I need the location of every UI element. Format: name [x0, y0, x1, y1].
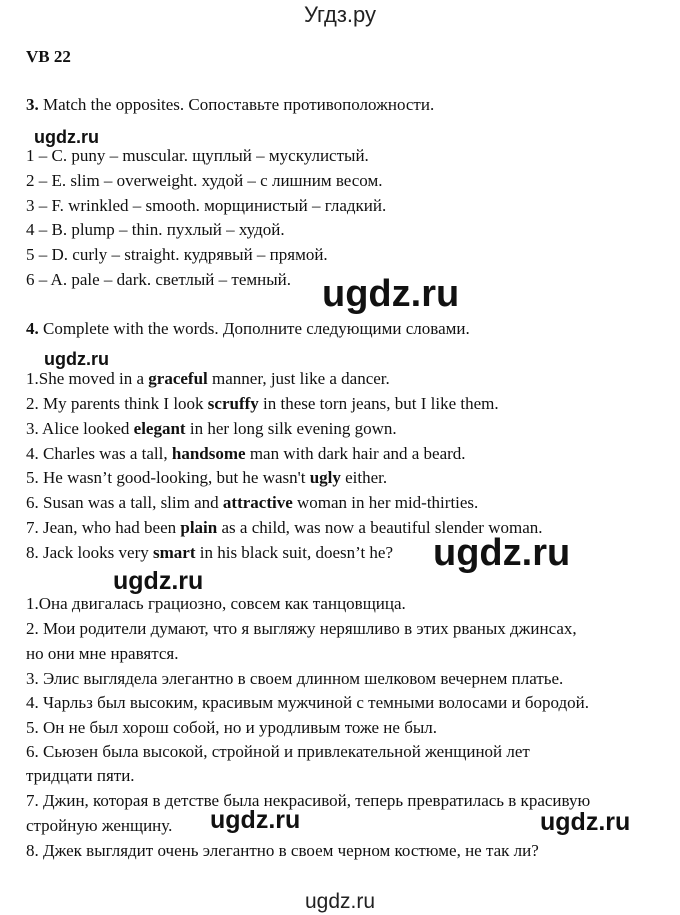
- translation-line: 4. Чарльз был высоким, красивым мужчиной с темными волосами и бородой.: [26, 693, 589, 712]
- answer-word: plain: [180, 518, 218, 537]
- translation-line: 3. Элис выглядела элегантно в своем длинном шелковом вечернем платье.: [26, 669, 564, 688]
- ex3-answer: 4 – B. plump – thin. пухлый – худой.: [26, 220, 285, 239]
- ex4-prompt-text: Complete with the words. Дополните следующими словами.: [38, 319, 470, 338]
- translation-line: 6. Сьюзен была высокой, стройной и привлекательной женщиной лет: [26, 742, 530, 761]
- ex3-prompt: [26, 95, 434, 115]
- ex4-sentence: 8. Jack looks very smart in his black suit, doesn’t he?: [26, 543, 394, 562]
- answer-word: handsome: [171, 444, 246, 463]
- ex4-sentence: 4. Charles was a tall, handsome man with dark hair and a beard.: [26, 444, 466, 463]
- ex3-answer: 2 – E. slim – overweight. худой – с лишним весом.: [26, 171, 383, 190]
- page-heading: VB 22: [26, 47, 71, 66]
- answer-word: elegant: [133, 419, 186, 438]
- translation-line: 8. Джек выглядит очень элегантно в своем черном костюме, не так ли?: [26, 841, 539, 860]
- ex4-sentence: 2. My parents think I look scruffy in these torn jeans, but I like them.: [26, 394, 499, 413]
- watermark-4: ugdz.ru: [433, 532, 571, 574]
- answer-word: scruffy: [207, 394, 259, 413]
- ex4-number: 4.: [26, 319, 39, 338]
- answer-word: graceful: [148, 369, 208, 388]
- watermark-1: ugdz.ru: [34, 127, 99, 147]
- translation-line: стройную женщину.: [26, 816, 173, 835]
- translation-line: 2. Мои родители думают, что я выгляжу неряшливо в этих рваных джинсах,: [26, 619, 577, 638]
- translation-line: но они мне нравятся.: [26, 644, 179, 663]
- ex4-sentence: 6. Susan was a tall, slim and attractive woman in her mid-thirties.: [26, 493, 479, 512]
- answer-word: ugly: [309, 468, 341, 487]
- translation-line: 7. Джин, которая в детстве была некрасивой, теперь превратилась в красивую: [26, 791, 591, 810]
- ex4-sentence: 3. Alice looked elegant in her long silk evening gown.: [26, 419, 397, 438]
- watermark-6: ugdz.ru: [210, 806, 301, 834]
- ex3-answer: 3 – F. wrinkled – smooth. морщинистый – гладкий.: [26, 196, 387, 215]
- watermark-2: ugdz.ru: [322, 273, 460, 315]
- ex3-answer: 1 – C. puny – muscular. щуплый – мускулистый.: [26, 146, 369, 165]
- translation-line: 1.Она двигалась грациозно, совсем как танцовщица.: [26, 594, 406, 613]
- ex3-answer: 6 – A. pale – dark. светлый – темный.: [26, 270, 291, 289]
- answer-word: smart: [153, 543, 196, 562]
- ex3-answer: 5 – D. curly – straight. кудрявый – прямой.: [26, 245, 328, 264]
- site-title: Угдз.ру: [303, 2, 377, 27]
- ex3-prompt-text: Match the opposites. Сопоставьте противоположности.: [38, 95, 435, 114]
- translation-line: 5. Он не был хорош собой, но и уродливым тоже не был.: [26, 718, 437, 737]
- watermark-5: ugdz.ru: [113, 567, 204, 595]
- ex3-number: 3.: [26, 95, 39, 114]
- ex4-sentence: 1.She moved in a graceful manner, just like a dancer.: [26, 369, 390, 388]
- watermark-7: ugdz.ru: [540, 808, 631, 836]
- answer-word: attractive: [222, 493, 293, 512]
- ex4-sentence: 5. He wasn’t good-looking, but he wasn't ugly either.: [26, 468, 388, 487]
- translation-line: тридцати пяти.: [26, 766, 135, 785]
- ex4-prompt: [26, 319, 470, 339]
- footer-watermark: ugdz.ru: [304, 890, 376, 913]
- watermark-3: ugdz.ru: [44, 349, 109, 369]
- ex4-sentence: 7. Jean, who had been plain as a child, was now a beautiful slender woman.: [26, 518, 543, 537]
